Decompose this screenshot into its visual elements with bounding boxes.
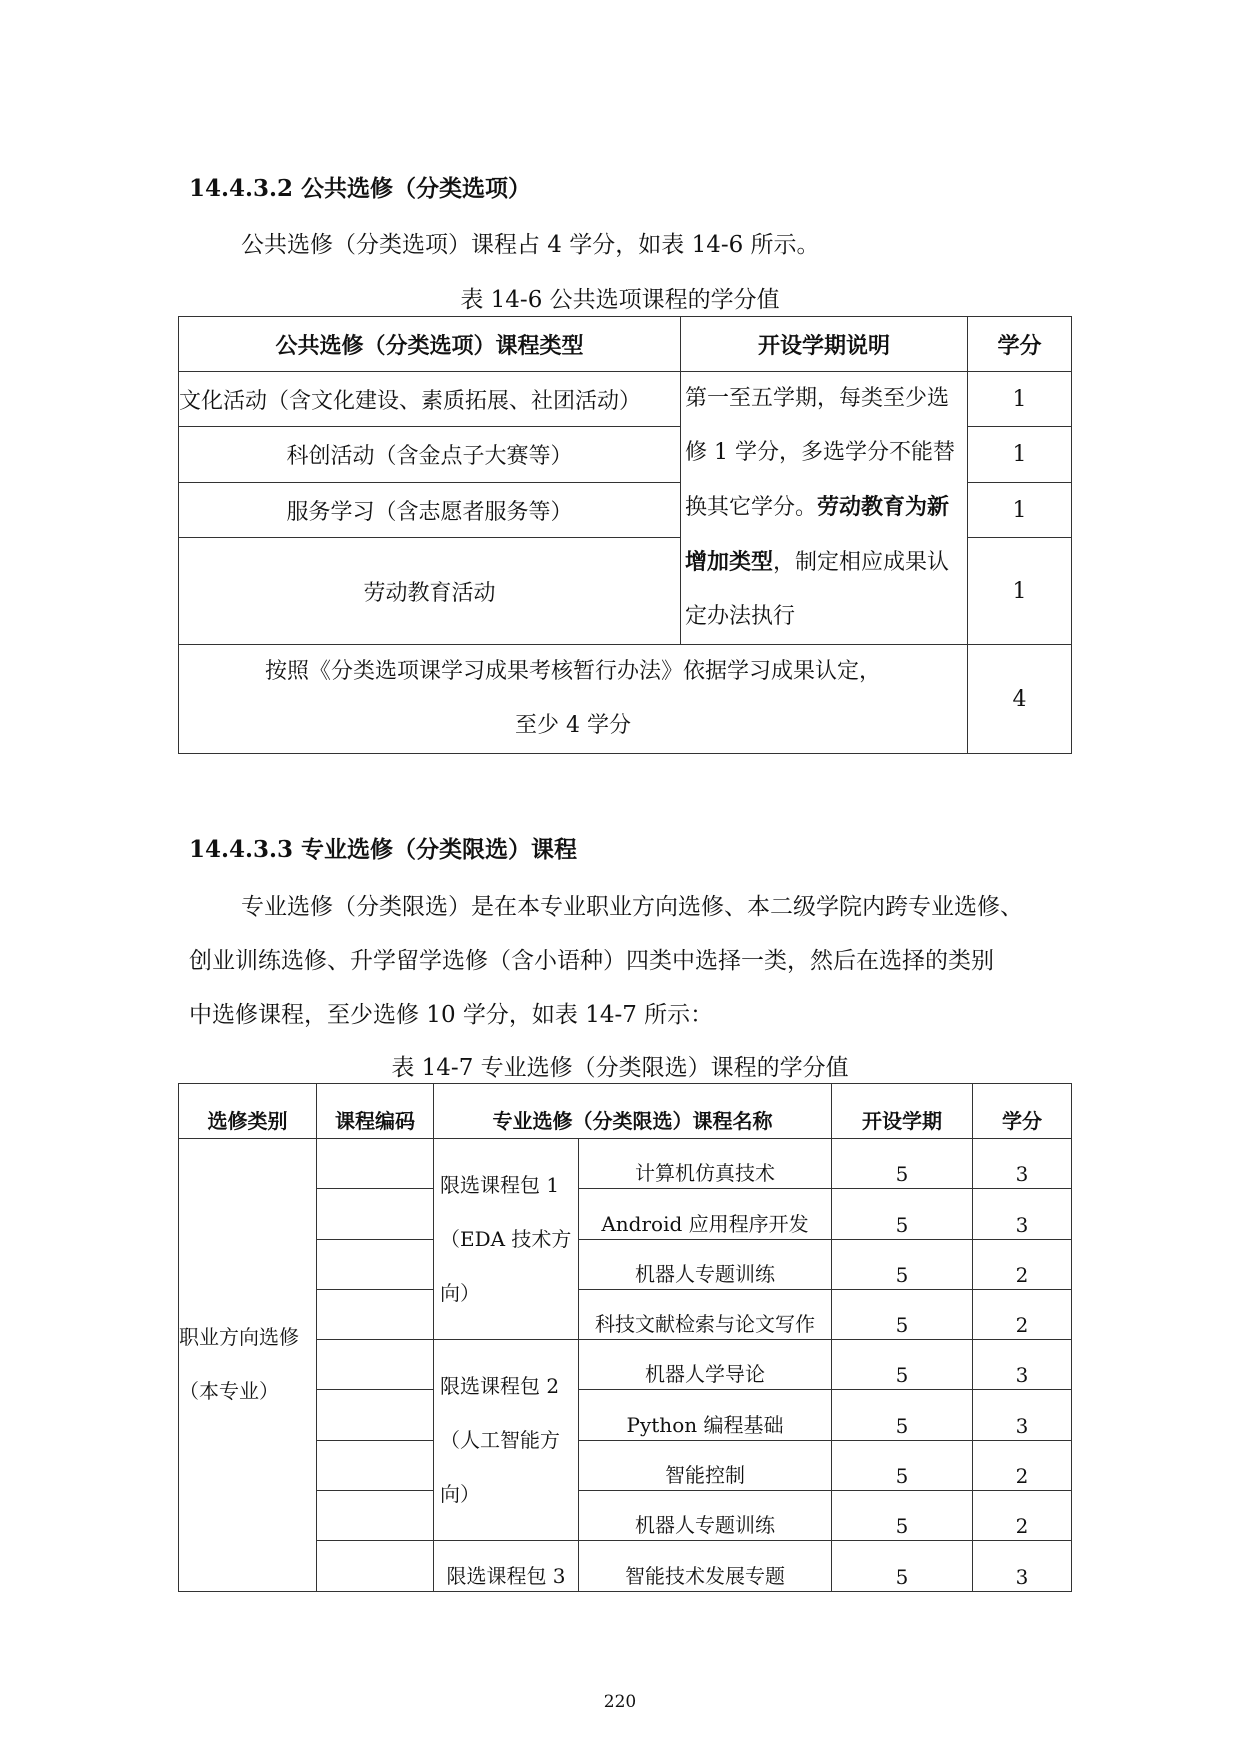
course-name: 计算机仿真技术 [579,1139,832,1189]
category-cell: 职业方向选修（本专业） [179,1139,317,1592]
credit-cell: 3 [973,1390,1072,1440]
credit-cell: 3 [973,1189,1072,1239]
code-cell [317,1239,434,1289]
paragraph-line: 专业选修（分类限选）是在本专业职业方向选修、本二级学院内跨专业选修、 [241,894,1023,920]
code-cell [317,1541,434,1591]
table-cell: 服务学习（含志愿者服务等） [179,483,681,538]
table-cell: 1 [968,427,1072,483]
header-cell: 课程编码 [317,1084,434,1139]
term-cell: 5 [832,1239,973,1289]
term-cell: 5 [832,1491,973,1541]
course-name: 机器人专题训练 [579,1239,832,1289]
footer-line: 按照《分类选项课学习成果考核暂行办法》依据学习成果认定， [264,659,881,684]
table-cell: 4 [968,645,1072,754]
term-cell: 5 [832,1189,973,1239]
credit-cell: 3 [973,1139,1072,1189]
header-cell: 开设学期说明 [681,317,968,372]
course-name: Android 应用程序开发 [579,1189,832,1239]
public-elective-table [178,316,1072,754]
header-cell: 专业选修（分类限选）课程名称 [434,1084,832,1139]
table-cell: 1 [968,538,1072,645]
code-cell [317,1440,434,1490]
header-cell: 学分 [973,1084,1072,1139]
term-cell: 5 [832,1541,973,1591]
table-cell: 文化活动（含文化建设、素质拓展、社团活动） [179,372,681,427]
header-cell: 公共选修（分类选项）课程类型 [179,317,681,372]
code-cell [317,1390,434,1440]
credit-cell: 3 [973,1541,1072,1591]
paragraph: 公共选修（分类选项）课程占 4 学分，如表 14-6 所示。 [241,232,820,258]
credit-cell: 3 [973,1340,1072,1390]
term-cell: 5 [832,1340,973,1390]
course-name: 机器人学导论 [579,1340,832,1390]
course-name: 智能技术发展专题 [579,1541,832,1591]
page-number: 220 [603,1692,637,1712]
paragraph-line: 创业训练选修、升学留学选修（含小语种）四类中选择一类，然后在选择的类别 [189,948,994,974]
professional-elective-table [178,1083,1072,1592]
term-cell: 5 [832,1390,973,1440]
course-name: Python 编程基础 [579,1390,832,1440]
package-cell: 限选课程包 1（EDA 技术方向） [434,1139,579,1340]
term-cell: 5 [832,1289,973,1339]
header-cell: 学分 [968,317,1072,372]
table-cell: 科创活动（含金点子大赛等） [179,427,681,483]
section-heading: 14.4.3.3 专业选修（分类限选）课程 [189,836,578,863]
table-cell: 1 [968,372,1072,427]
code-cell [317,1491,434,1541]
course-name: 智能控制 [579,1440,832,1490]
table-caption: 表 14-6 公共选项课程的学分值 [460,287,780,313]
code-cell [317,1139,434,1189]
note-text: ，制定相应成果认定办法执行 [685,550,950,629]
table-caption: 表 14-7 专业选修（分类限选）课程的学分值 [391,1055,849,1081]
course-name: 科技文献检索与论文写作 [579,1289,832,1339]
section-heading: 14.4.3.2 公共选修（分类选项） [189,175,532,202]
table-footer-note [179,645,968,754]
footer-line: 至少 4 学分 [515,713,631,738]
package-cell: 限选课程包 2（人工智能方向） [434,1340,579,1541]
code-cell [317,1340,434,1390]
package-cell: 限选课程包 3 [434,1541,579,1591]
paragraph-line: 中选修课程，至少选修 10 学分，如表 14-7 所示： [189,1002,714,1028]
note-bold-text: 劳动教育为新增加类型 [685,494,950,575]
term-cell: 5 [832,1139,973,1189]
table-cell: 劳动教育活动 [179,538,681,645]
code-cell [317,1189,434,1239]
credit-cell: 2 [973,1440,1072,1490]
header-cell: 选修类别 [179,1084,317,1139]
credit-cell: 2 [973,1491,1072,1541]
table-cell: 1 [968,483,1072,538]
note-text: 第一至五学期，每类至少选修 1 学分，多选学分不能替换其它学分。 [685,386,955,520]
credit-cell: 2 [973,1239,1072,1289]
header-cell: 开设学期 [832,1084,973,1139]
term-cell: 5 [832,1440,973,1490]
code-cell [317,1289,434,1339]
credit-cell: 2 [973,1289,1072,1339]
course-name: 机器人专题训练 [579,1491,832,1541]
semester-note [681,372,968,645]
